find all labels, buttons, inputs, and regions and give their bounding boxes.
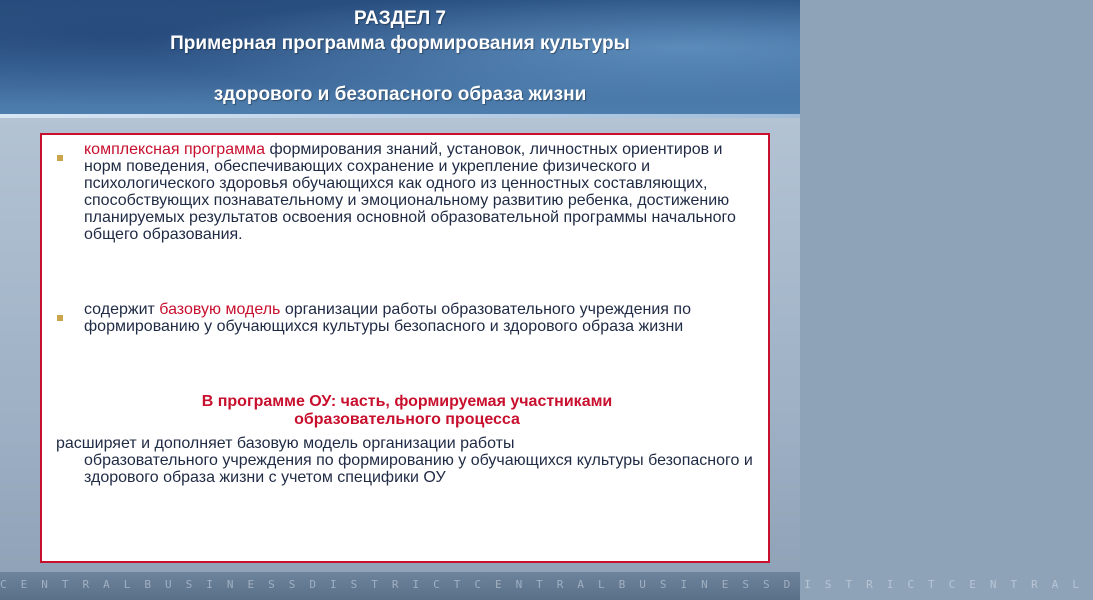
- body-paragraph: [56, 435, 756, 486]
- bullet-prefix: содержит: [84, 301, 160, 318]
- highlight-term: комплексная программа: [84, 141, 265, 158]
- paragraph-rest: образовательного учреждения по формированию у обучающихся культуры безопасного и здорового образа жизни с учетом специфики ОУ: [84, 452, 753, 486]
- footer-watermark: CENTRALBUSINESSDISTRICTCENTRALBUSINESSDISTRICTCENTRAL: [0, 578, 1093, 591]
- title-line-2: Примерная программа формирования культуры: [170, 33, 630, 54]
- bullet-body: формирования знаний, установок, личностных ориентиров и норм поведения, обеспечивающих сохранение и укрепление физического и психологического здоровья обучающихся как одного из ценностных составляющих, способствующих познавательному и эмоциональному развитию ребенка, достижению планируемых результатов освоения основной образовательной программы начального общего образования.: [84, 141, 736, 243]
- paragraph-line-1: расширяет и дополняет базовую модель организации работы: [56, 435, 515, 452]
- section-heading-line-1: В программе ОУ: часть, формируемая участниками: [201, 393, 613, 410]
- square-bullet-icon: [57, 315, 63, 321]
- title-header: [0, 0, 800, 118]
- title-line-3: здорового и безопасного образа жизни: [213, 84, 587, 105]
- bullet-text-1: [84, 141, 754, 243]
- highlight-term: базовую модель: [159, 301, 281, 318]
- section-heading: [82, 393, 732, 429]
- bullet-text-2: [84, 301, 754, 335]
- section-label: РАЗДЕЛ 7: [353, 8, 446, 29]
- content-panel: [40, 133, 770, 563]
- section-heading-line-2: образовательного процесса: [294, 411, 520, 428]
- square-bullet-icon: [57, 155, 63, 161]
- bullet-body: организации работы образовательного учреждения по формированию у обучающихся культуры безопасного и здорового образа жизни: [84, 301, 691, 335]
